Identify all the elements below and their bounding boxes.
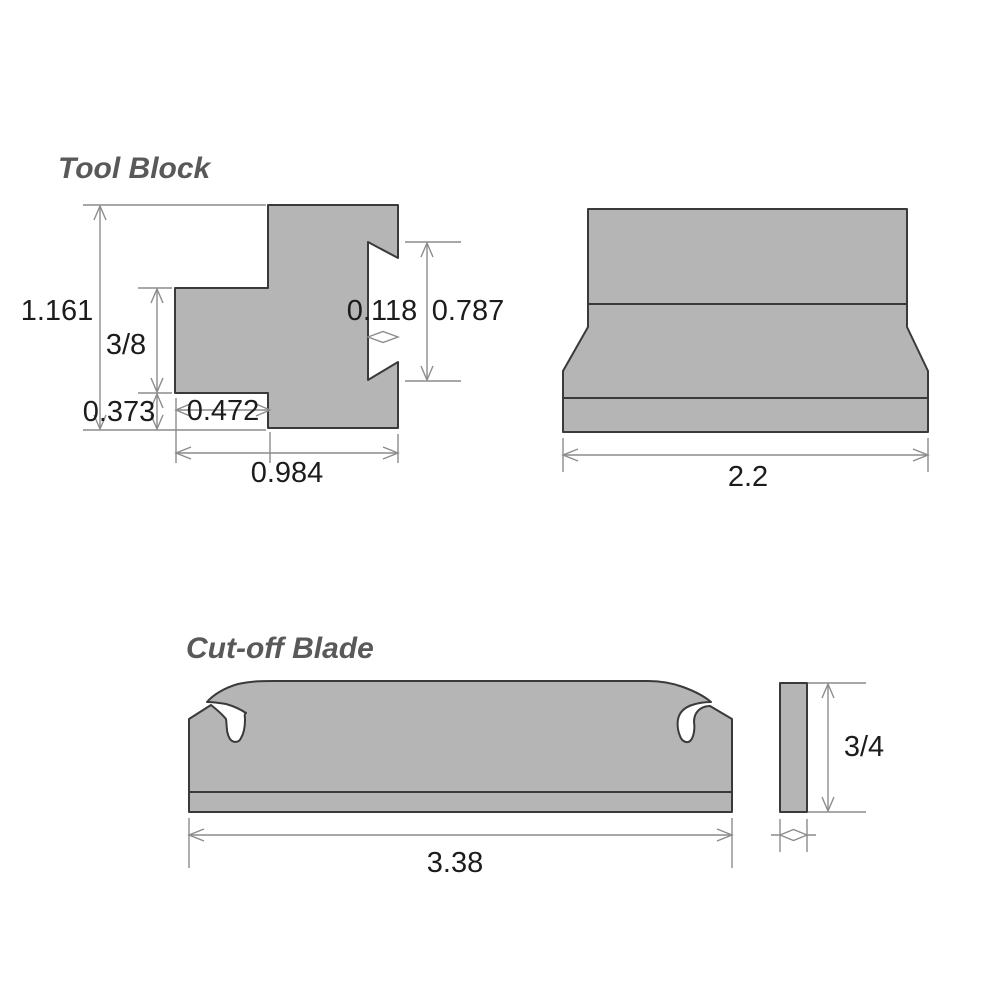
cutoff-blade-end-outline <box>780 683 807 812</box>
dim-blade-thickness <box>771 819 816 852</box>
dim-label-base-step: 0.373 <box>82 396 156 428</box>
dim-label-arm-width: 0.472 <box>186 395 260 427</box>
dim-tool-block-overall-width <box>176 434 398 489</box>
dim-blade-height <box>808 683 884 812</box>
dim-tool-block-ledge-height <box>106 288 172 393</box>
dim-tool-block-slot-height <box>405 242 504 381</box>
dim-label-slot-height: 0.787 <box>431 295 505 327</box>
diamond-arrow <box>368 332 398 343</box>
tool-block-title: Tool Block <box>58 152 211 185</box>
dim-label-overall-height: 1.161 <box>20 295 94 327</box>
cutoff-blade-end-view <box>780 683 807 812</box>
diamond-arrow <box>780 830 807 841</box>
dim-tool-block-side-width <box>563 438 928 493</box>
dim-label-blade-height: 3/4 <box>843 731 885 763</box>
dim-label-overall-width: 0.984 <box>250 457 324 489</box>
dim-label-side-width: 2.2 <box>727 461 769 493</box>
dim-blade-length <box>189 818 732 879</box>
cutoff-blade-title: Cut-off Blade <box>186 632 374 665</box>
cutoff-blade-front-view <box>189 681 732 812</box>
tool-block-side-view <box>563 209 928 432</box>
dim-tool-block-base-step <box>83 394 163 429</box>
dim-label-ledge-height: 3/8 <box>105 329 147 361</box>
dim-label-slot-depth: 0.118 <box>346 295 418 327</box>
dim-label-blade-length: 3.38 <box>426 847 484 879</box>
